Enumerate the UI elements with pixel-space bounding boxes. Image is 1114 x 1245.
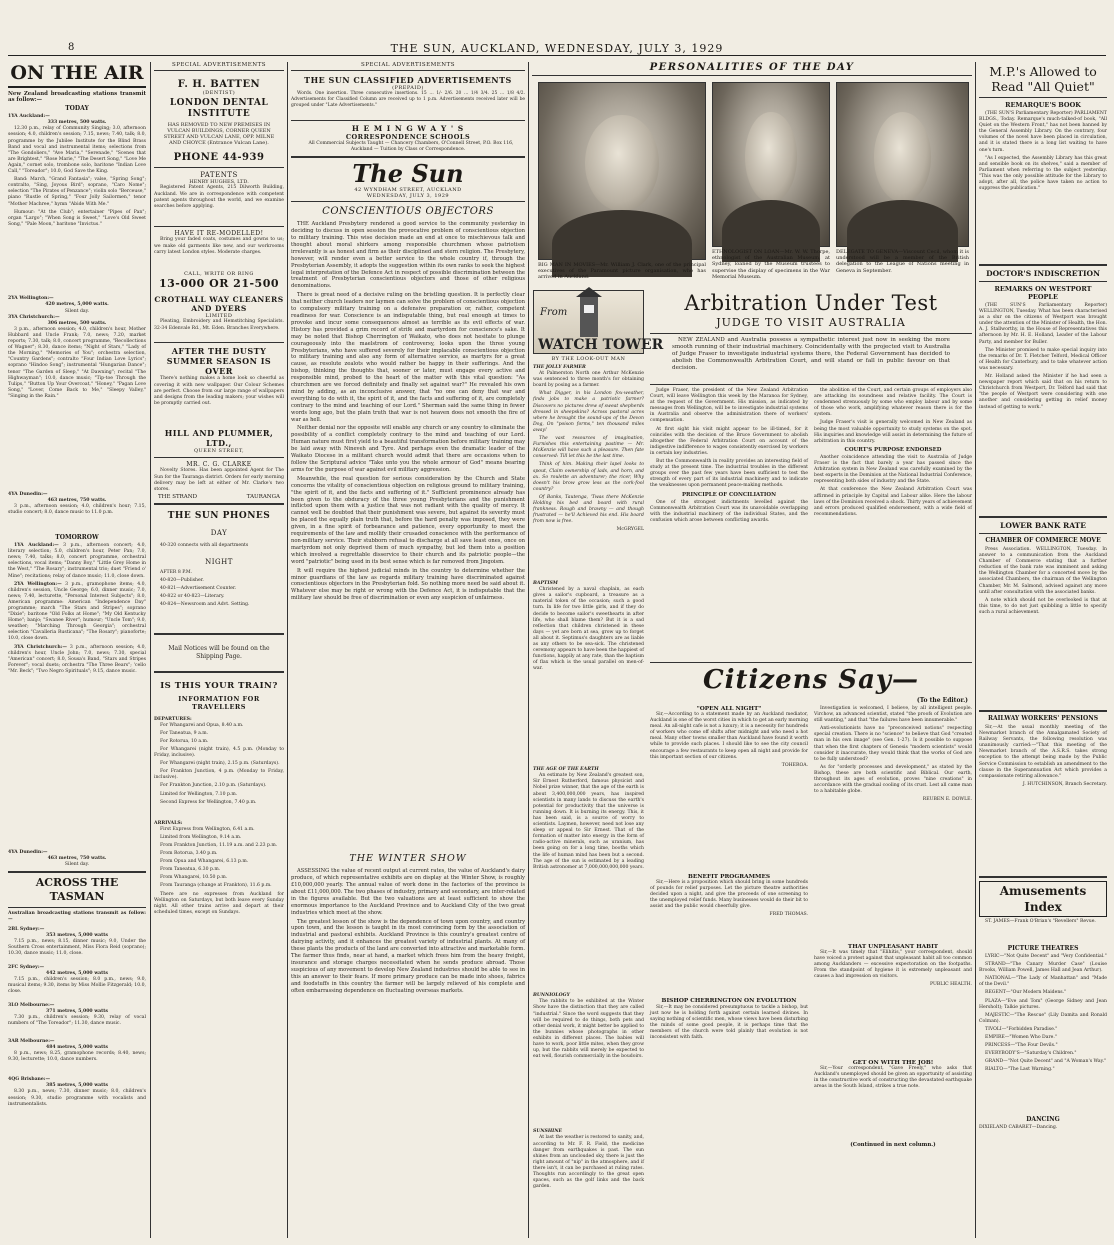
age-head: THE AGE OF THE EARTH bbox=[533, 767, 599, 773]
divider bbox=[291, 120, 525, 121]
classified-head: THE SUN CLASSIFIED ADVERTISEMENTS bbox=[304, 75, 512, 85]
arrivals-head: ARRIVALS: bbox=[154, 820, 183, 826]
caption-thorpe: ETHNOLOGIST ON LOAN—Mr. W. W. Thorpe, ethnologist of the Australian Museum, at Sydney, loaned by the Museum trustees to supervise the display of specimens in the War Memorial Museum. bbox=[712, 249, 830, 280]
remarque-head: REMARQUE'S BOOK bbox=[1005, 101, 1081, 109]
silent-day: Silent day. bbox=[64, 308, 90, 314]
letter-bishop: BISHOP CHERRINGTON ON EVOLUTION bbox=[661, 998, 797, 1004]
station-1ya: 1YA Auckland:— bbox=[8, 114, 50, 120]
arbitration-lead: NEW ZEALAND and Australia possess a sympathetic interest just now in seeking the more smooth running of their industrial machinery. Coincidentally with the projected visit to Australia of Judge Fraser to investigate industrial systems there, the Federal Government has decided to abolish the Commonwealth Arbitration Court, and will stand or fall in public favour on that decision. bbox=[672, 337, 950, 371]
program-3ya: 3 p.m., afternoon session; 4.0, children's hour, Mother Hubbard and Uncle Frank; 7.0, news; 7.20, market reports; 7.30, talk; 8.0, concert programme, "Recollections of Wagner"; 8.30, dance items; "Night of Stars," "Lady of the Morning," "Memories of You"; orchestra selection, "Country Gardens"; contralto "Four Indian Love Lyrics"; soprano "Hindoo Song"; instrumental "Hungarian Dance"; tenor "The Garden of Sleep," "At Dawning"; recital "The Highwayman"; 10.0, dance music; "Tip-toe Through the Tulips," "Button Up Your Overcoat," "Honey," "Pagan Love Song," "Lover, Come Back to Me," "Sleepy Valley," "Singing in the Rain." bbox=[8, 326, 146, 399]
jolly-farmer-body: At Palmerston North one Arthur McKenzie was sentenced to three month's for obtaining board by posing as a farmer. What Digger, in his London fox-weather, finds jobs to make a patriotic farmer? Discovers no pictures drew of sweat shepherds dressed in sheepskins? Across pastoral acres where he brought the sound-ups of the Devon Dog, On "poison forms," ten thousand miles away! The vast resources of imagination, Furnishes this entertaining pastime — Mr. McKenzie will have such a pleasure. Then fate conserved: Till let this be the last time. Think of him. Making their lapel looks to spout, Claim ownership of lads, and horn, and ax. So roulette an adventurer; the ricer, Why doesn't his brow grow less as the cork-fool country? Of Banks, Tautenga, 'Twas there McKenzie Holding his bed and board with rural frankness. Rough and brawny — and though frustrated — he'll Achieved his end. His board from now is free. McGRYGEL bbox=[533, 371, 644, 533]
arbitration-columns bbox=[650, 388, 972, 603]
winter-show-body: ASSESSING the value of recent output at current rates, the value of Auckland's dairy produce, of which representative exhibits are on display at the Winter Show, is roughly £10,000,000 yearly. The annual value of work done in the factories of the province is about £11,000,000. The two phases of industry, primary and secondary, are inter-related in the figures available. But the two valuations are at least sufficient to show the enormous importance to the Auckland Province and to Auckland City of the two great industries which meet at the show. The greatest lesson of the show is the dependence of town upon country, and country upon town, and the lesson is taught in its most convincing form by the association of industrial and pastoral exhibits. Auckland Province is this country's greatest centre of dairying activity, and it enhances the greatest variety of industrial plants. At many of these plants the products of the land are converted into attractive and marketable form. The farmer thus finds, near at hand, a market which frees him from the heavy freight, insurance and storage charges necessitated when he sends produce abroad. Those suspicious of any movement to develop New Zealand industries should be able to see in this an answer to their fears. If more primary produce can be made into shoes, fabrics and foodstuffs in this country the farmer will be largely relieved of his complete and often embarrassing dependence on fluctuating overseas markets. bbox=[291, 868, 525, 994]
remarks-body: (THE SUN'S Parliamentary Reporter) WELLINGTON, Tuesday. What has been characterised as a slur on the citizens of Westport was brought under the attention of the Minister of Health, the Hon. A. J. Stallworthy, in the House of Representatives this afternoon by Mr. H. E. Holland, Leader of the Labour Party, and member for Buller. The Minister promised to make special inquiry into the remarks of Dr. T. Fletcher Telford, Medical Officer of Health for Canterbury, and to take whatever action was necessary. Mr. Holland asked the Minister if he had seen a newspaper report which said that on his return to Christchurch from Westport, Dr. Telford had said that "the people of Westport were considering with one another and considering getting in relief money instead of getting to work." bbox=[979, 303, 1107, 410]
letter-benefit-body: Sir,—Here is a proposition which should bring in some hundreds of pounds for relief purposes. Let the picture theatre authorities decided upon a night, and give the proceeds of one screening to the unemployed relief funds. Many businesses would do their bit to assist and the public would cheerfully give. FRED THOMAS. bbox=[650, 880, 808, 918]
program-tomorrow: 1YA Auckland:— 3 p.m., afternoon concert; 4.0, literary selection; 5.0, children's hour, Peter Pan; 7.0, news; 7.40, talks; 8.0, concert programme, orchestral selections, vocal items; "Danny Boy," "Little Grey Home in the West," "The Rosary"; instrumental trio; duet "Friend o' Mine"; recitations; relay of dance music; 11.0, close down. 2YA Wellington:— 3 p.m., gramophone items; 4.0, children's session, Uncle George; 6.0, dinner music; 7.0, news; 7.40, lecturette, "Personal Interest Subjects"; 8.0, American programme: American "Independence Day" programme; march "The Stars and Stripes"; soprano "Dixie"; baritone "Old Folks at Home"; "My Old Kentucky Home"; banjo; "Swanee River"; humour; "Uncle Tom"; 9.0, weather; "Marching Through Georgia"; orchestral selection "Cavalleria Rusticana"; "The Rosary"; pianoforte; 10.0, close down. 3YA Christchurch:— 3 p.m., afternoon session; 4.0, children's hour, Uncle John; 7.0, news; 7.30, special "American" concert; 8.0, Sousa's Band, "Stars and Stripes Forever"; vocal duets; orchestra "The Three Bears"; 'cello "Mr. Beck"; "Two Negro Spirituals"; 9.15, dance music. bbox=[8, 543, 146, 674]
departures-head: DEPARTURES: bbox=[154, 716, 192, 722]
citizens-say-section bbox=[650, 662, 972, 1148]
sun-phones-night: NIGHT bbox=[205, 557, 233, 566]
column-rule bbox=[528, 62, 529, 1238]
divider bbox=[154, 342, 284, 343]
baptism-body: Christened by a naval chaplain, as each gives a sailor's cupboard, a treasure as a material token of the occasion; such a good turn. In life for two little girls, and if they do decide to become sailor's sweethearts in after life, who shall blame them? But it is a sad reflection that children christened in these days — yet are born at sea, grow up to forget all about it. Septimus's daughters are as liable as any others to be sea-sick. The christened ceremony appears to have been the happiest of functions, happily at any rate, than the baptism of flax which is the usual parallel on men-of-war. bbox=[533, 587, 644, 672]
mps-headline: M.P.'s Allowed to Read "All Quiet" bbox=[989, 64, 1097, 94]
letter-get-on-body: Sir,—Your correspondent, "Gave Freely," who asks that Auckland's unemployed should be given an opportunity of assisting in the constructive work of constructing the devastated earthquake areas in the South Island, strikes a true note. bbox=[814, 1066, 972, 1090]
program-2bl: 7.15 p.m., news; 8.15, dinner music; 9.0, Under the Southern Cross entertainment, Miss Flora Reid (soprano); 10.30, dance music; 11.0, close. bbox=[8, 938, 146, 956]
freq-3ar: 484 metres, 5,000 watts bbox=[46, 1045, 108, 1051]
clarke-body: Novelty Stores. Has been appointed Agent for The Sun for the Tauranga district. Orders for early morning delivery may be left at either of Mr. Clarke's two stores. bbox=[154, 468, 284, 492]
sunshine-body: At last the weather is restored to sanity, and, according to Mr. F. R. Field, the medicine danger from earthquakes is past. The sun shines from an unclouded sky, there is just the right amount of "nip" in the atmosphere, and if there isn't, it can be purchased at ruling rates. Thoughts run accordingly to the great open spaces, such as the golf links and the back garden. bbox=[533, 1135, 644, 1190]
crothall-name: CROTHALL WAY CLEANERS AND DYERS bbox=[154, 295, 284, 314]
masthead bbox=[8, 42, 1106, 56]
letter-get-on: GET ON WITH THE JOB! bbox=[852, 1060, 934, 1066]
sun-date: WEDNESDAY, JULY 3, 1929 bbox=[291, 193, 525, 202]
patents-head: PATENTS bbox=[200, 171, 238, 180]
pictures-list: LYRIC—"Not Quite Decent" and "Very Confidential." STRAND—"The Canary Murder Case" (Louise Brooks, William Powell, James Hall and Jean Arthur). NATIONAL—"The Lady of Manhattan" and "Made of the Devil." REGENT—"Our Modern Maidens." PLAZA—"Eve and Tom" (George Sidney and Jean Hersholt); Talkie pictures. MAJESTIC—"The Rescue" (Lily Damita and Ronald Colman). TIVOLI—"Forbidden Paradise." EMPIRE—"Women Who Dare." PRINCESS—"The Four Devils." EVERYBODY'S—"Saturday's Children." GRAND—"Not Quite Decent" and "A Woman's Way." RIALTO—"The Last Warning." bbox=[979, 954, 1107, 1073]
divider bbox=[154, 226, 284, 227]
batten-sub: (DENTIST) bbox=[202, 90, 236, 96]
crothall-ltd: LIMITED bbox=[205, 313, 233, 320]
photo-ww-thorpe bbox=[712, 82, 830, 247]
arbitration-sub: JUDGE TO VISIT AUSTRALIA bbox=[716, 316, 906, 329]
railway-body: Sir,—At the usual monthly meeting of the Newmarket branch of the Amalgamated Society of Railway Servants, the following resolution was unanimously carried:—"That this meeting of the Newmarket branch of the A.S.R.S. takes strong exception to the attempt being made by the Public Service Commission to establish an amendment to the clause in the Superannuation Act which provides a compassionate retiring allowance." J. HUTCHINSON, Branch Secretary. bbox=[979, 725, 1107, 787]
freq-2ya: 420 metres, 5,000 watts. bbox=[45, 302, 109, 308]
sun-logo: The Sun bbox=[352, 159, 464, 189]
column-rule bbox=[287, 62, 288, 1238]
editorial-column bbox=[291, 62, 525, 1238]
radio-intro: New Zealand broadcasting stations transmit as follow:— bbox=[8, 91, 146, 104]
program-4ya: 3 p.m., afternoon session; 4.0, children's hour; 7.15, studio concert; 8.0, dance music to 11.0 p.m. bbox=[8, 504, 146, 516]
corr-head: CORRESPONDENCE SCHOOLS bbox=[345, 133, 471, 141]
hill-queen: QUEEN STREET, bbox=[193, 448, 245, 455]
svg-text:From: From bbox=[540, 307, 568, 318]
program-3ar: 8 p.m., news; 8.25, gramophone records; 8.40, news; 9.30, lecturette; 10.0, dance numbers. bbox=[8, 1051, 146, 1063]
remodel-head: HAVE IT RE-MODELLED! bbox=[174, 230, 264, 238]
freq-1ya: 333 metres, 500 watts. bbox=[47, 120, 107, 126]
citizens-col-b bbox=[814, 706, 972, 1148]
clarke-location bbox=[158, 494, 280, 500]
special-ads-header: SPECIAL ADVERTISEMENTS bbox=[154, 62, 284, 71]
freq-4qg: 385 metres, 5,000 watts bbox=[46, 1083, 108, 1089]
railway-head: RAILWAY WORKERS' PENSIONS bbox=[987, 715, 1099, 722]
svg-text:WATCH TOWER: WATCH TOWER bbox=[538, 337, 664, 353]
pictures-head: PICTURE THEATRES bbox=[1007, 945, 1079, 952]
remarks-head: REMARKS ON WESTPORT PEOPLE bbox=[994, 285, 1092, 301]
winter-show-headline: THE WINTER SHOW bbox=[349, 853, 467, 865]
letter-open-body: Sir,—According to a statement made by an Auckland mediator, Auckland is one of the worst cities in which to get an early morning meal. An all-night cafe is not a luxury; it is a necessity for hundreds of workers who come off shifts after midnight and who need a hot meal. Many other towns smaller than Auckland have found it worth while to provide such places. I should like to see the city council encourage a few restaurants to keep open all night and provide for this important section of our citizens. TOHEROA. bbox=[650, 712, 809, 768]
divider bbox=[8, 871, 146, 873]
classified-rates: Words. One insertion. Three consecutive insertions. 15 … 1/- 2/6. 20 … 1/4 3/4. 25 … 1/8 4/2. Advertisements for Classified Column are received up to 1 p.m. Advertisements received later will be grouped under "Late Advertisements." bbox=[291, 91, 525, 109]
divider bbox=[154, 671, 284, 673]
sun-phones-day-list: 40-320 connects with all departments bbox=[160, 543, 249, 549]
train-head: IS THIS YOUR TRAIN? bbox=[160, 680, 278, 691]
freq-2fc: 442 metres, 5,000 watts bbox=[46, 970, 108, 976]
personalities-title: PERSONALITIES OF THE DAY bbox=[649, 62, 855, 73]
divider bbox=[979, 876, 1107, 878]
editorial-body: THE Auckland Presbytery rendered a good service to the community yesterday in deciding to discuss in open session the provocative problem of conscientious objection to military training. This wise decision made an end at once to mischievous talk and thought about moral shirkers among responsible churchmen whose patriotism irrelevantly is as honest and firm as their disciplined and stern religion. The Presbytery, however, will render even a better service to the whole country if, through the Presbyterian Assembly, it adopts the suggestion within its own ranks to seek the highest legal interpretation of the Defence Act in respect of possible discrimination between the treatment of Presbyterian conscientious objectors and those of other religious denominations. There is great need of a decisive ruling on the bristling question. It is perfectly clear that neither church leaders nor laymen can solve the problem of conscientious objection to compulsory military training on a defensive preparation or, rather, competent readiness for war. Conscience is an indisputable thing, but real enough at times to provoke and incur some consequences almost as terrible as its evil effects of war. History has provided a grim record of strife and martyrdom for conscience's sake. It may be noted that Bishop Cherrington of Waikato, who does not hesitate to plunge courageously into the maelstrom of controversy, looks upon the three young Presbyterians, who have suffered severely for their implacable conscientious objection to military training and also any form of alternative service, as martyrs for a great cause, as resolute zealots who would rather be happy in their sufferings. And the bishop, thinking the thoughts that, sooner or later, must engage every active and responsible mind, probed to the heart of the matter with this vital question: "As churchmen are we forced definitely and finally set against war?" He revealed his own mind by adding, as an inconclusive answer, that "no one can deny that war and everything to do with it, the spirit of it, and the facts and suffering of it, are completely contrary to the mind and teaching of our Lord." Sherman said the same thing in fewer words long ago, but the plain truth that war is not heaven does not smooth the fire of war as hell. Neither denial nor the opposite will enable any church or any country to eliminate the possibility of a conflict completely contrary to the mind and teaching of our Lord. Human nature must first yield to a beautiful transformation before military training may be laid away with Nineveh and Tyre. And perhaps even the dramatic leader of the Waikato Diocese in a militant church would admit that there are occasions when to follow the Scriptural advice "Take unto you the whole armour of God" means bearing arms for the purpose of war against evil military aggression. Meanwhile, the real question for serious consideration by the Church and State concerns the vitality of conscientious objection on religious ground to military training, "the spirit of it, and the facts and suffering of it." Sufficient prominence already has been given to the obduracy of the three young Presbyterians and the punishment inflicted upon them with a justice that was not radiant with the quality of mercy. It cannot well be doubted that their punishment was severe, but against its severity must be placed the equally plain truth that, before the hard penalty was imposed, they were given, in a fine spirit of forbearance and patience, every opportunity to meet the requirements of the law and mollify their crusaded conscience with the performance of non-military service. Their stubborn refusal to discharge at all save least ones, once on martyrdom not only deprived them of much sympathy, but led them into a position which involved a regrettable disservice to their church and its patriotic people—the word "patriotic" being used in its best sense which is far removed from Jingoism. It will require the highest judicial minds in the country to determine whether the minor guardians of the law as regards military training have discriminated against conscientious objectors in the Presbyterian fold. So nothing more need be said about it. Whatever else may be right or wrong with the Defence Act, it is indisputable that the military law should be free of discrimination or even any suspicion of unfairness. bbox=[291, 221, 525, 602]
hemingway-head: H E M I N G W A Y ' S bbox=[351, 124, 465, 133]
letter-open-all-night: "OPEN ALL NIGHT" bbox=[696, 706, 762, 712]
info-head: INFORMATION FOR TRAVELLERS bbox=[178, 694, 260, 711]
divider bbox=[979, 97, 1107, 98]
corr-body: All Commercial Subjects Taught — Chancery Chambers, O'Connell Street, P.O. Box 116, Auckland — Tuition by Class or Correspondence. bbox=[308, 141, 514, 153]
program-2fc: 7.15 p.m., children's session; 8.0 p.m., news; 9.0, musical items; 9.30, items by Miss Mollie Fitzgerald; 10.0, close. bbox=[8, 976, 146, 995]
arbitration-col-a: Judge Fraser, the president of the New Zealand Arbitration Court, will leave Wellington this week by the Maranoa for Sydney, at the request of the Government. His mission, as indicated by messages from Wellington, will be to investigate industrial systems in Australia and observe the administration there of workers' compensation. At first sight his visit might appear to be ill-timed, for it coincides with the decision of the Bruce Government to abolish altogether the Federal Arbitration Court on account of the indigestive indifference to wages consistently exercised by workers in certain key industries. But the Commonwealth in reality provides an interesting field of study at the present time. The industrial troubles in the different groups over the past few years have been sufficient to test the strength of every part of its industrial machinery and to indicate the weaknesses upon permanent peace-making methods. PRINCIPLE OF CONCILIATION One of the strongest indictments levelled against the Commonwealth Arbitration Court was its unavoidable overlapping with the industrial machinery of the individual States, and the confusion which arose between conflicting awards. bbox=[650, 388, 808, 523]
program-3lo: 7.30 p.m., children's session; 9.30, relay of vocal numbers of "The Toreador"; 11.30, dance music. bbox=[8, 1015, 146, 1027]
continued-note: (Continued in next column.) bbox=[850, 1142, 936, 1148]
station-2fc: 2FC Sydney:— bbox=[8, 964, 45, 970]
dusty-body: There's nothing makes a home look so cheerful as covering it with new wallpaper. Our Colour Schemes are perfect. Choose from our large range of wallpapers and designs from the leading makers; your wishes will be promptly carried out. bbox=[154, 376, 284, 406]
special-ads-header-2: SPECIAL ADVERTISEMENTS bbox=[291, 62, 525, 71]
column-rule bbox=[975, 62, 976, 1238]
station-3lo: 3LO Melbourne:— bbox=[8, 1002, 55, 1008]
station-4ya-tomorrow: 4YA Dunedin:— bbox=[8, 850, 48, 856]
photo-viscount-cecil bbox=[836, 82, 969, 247]
letter-benefit: BENEFIT PROGRAMMES bbox=[687, 874, 771, 880]
bank-head: LOWER BANK RATE bbox=[1000, 521, 1086, 530]
program-4qg: 8.30 p.m., news; 7.30, dinner music; 8.0, children's session; 9.30, studio programme with vocalists and instrumentalists. bbox=[8, 1089, 146, 1107]
station-2ya: 2YA Wellington:— bbox=[8, 296, 54, 302]
citizens-headline: Citizens Say— bbox=[702, 665, 920, 695]
mail-notice: Mail Notices will be found on the Shipping Page. bbox=[168, 644, 270, 660]
personalities-banner bbox=[532, 62, 972, 76]
chamber-head: CHAMBER OF COMMERCE MOVE bbox=[985, 537, 1101, 544]
tomorrow-label: TOMORROW bbox=[55, 534, 99, 542]
watch-byline: BY THE LOOK-OUT MAN bbox=[551, 356, 626, 362]
callring: CALL, WRITE OR RING bbox=[184, 271, 254, 278]
station-4qg: 4QG Brisbane:— bbox=[8, 1077, 51, 1083]
station-3ar: 3AR Melbourne:— bbox=[8, 1039, 55, 1045]
letter-bishop-body: Sir,—It may be considered presumptuous to tackle a bishop, but just now he is holding forth against certain learned divines. In saying nothing of scientific men, whose views have been disturbing the minds of some good people, it is perhaps time that the members of the church were told plainly that evolution is not inconsistent with faith. bbox=[650, 1005, 808, 1041]
sun-phones-day: DAY bbox=[210, 529, 228, 538]
divider bbox=[979, 516, 1107, 518]
classified-prepaid: (PREPAID) bbox=[392, 85, 424, 91]
page-number: 8 bbox=[68, 42, 75, 53]
masthead-title: THE SUN, AUCKLAND, WEDNESDAY, JULY 3, 1929 bbox=[390, 42, 724, 55]
amusements-intro: ST. JAMES—Frank O'Brian's "Revellers" Revue. bbox=[985, 919, 1096, 924]
bunnies-head: BUNNIOLOGY bbox=[533, 993, 570, 999]
batten-body: HAS REMOVED TO NEW PREMISES IN VULCAN BUILDINGS, CORNER QUEEN STREET AND VULCAN LANE, OPP. MILNE AND CHOYCE (Entrance Vulcan Lane). bbox=[163, 122, 275, 147]
hill-plummer: HILL AND PLUMMER, LTD., bbox=[164, 428, 274, 449]
divider bbox=[979, 533, 1107, 534]
divider bbox=[154, 457, 284, 458]
age-body: An estimate by New Zealand's greatest son, Sir Ernest Rutherford, famous physicist and Nobel prize winner, that the age of the earth is about 3,400,000,000 years, has inspired scientists in many lands to discuss the earth's potential for productivity that the universe is running down. It is burning its energy. This, it has been said, is a source of worry to scientists. Laymen, however, need not lose any sleep or appeal to Sir Ernest. That of the formation of matter into energy in the form of radio-active minerals, such as uranium, has been going on for a long time, booths which the life of human mind has been but a second. The age of the sun is estimated by a leading British astronomer at 7,000,000,000,000 years. bbox=[533, 773, 644, 870]
freq-2bl: 353 metres, 5,000 watts bbox=[46, 932, 108, 938]
letter-habit-body: Sir,—It was timely that "Elihitis," your correspondent, should have voiced a protest against that unpleasant habit all too common among Aucklanders — excessive expectoration on the footpaths. From the standpoint of hygiene it is extremely unpleasant and causes a bad impression on visitors. PUBLIC HEALTH. bbox=[814, 950, 972, 988]
phone-numbers: 13-000 OR 21-500 bbox=[158, 277, 280, 291]
tauranga-label: TAURANGA bbox=[246, 494, 280, 501]
batten-institute: LONDON DENTAL INSTITUTE bbox=[169, 98, 269, 119]
caption-clark: BIG MAN IN MOVIES—Mr. William J. Clark, one of the principal executives of the Paramount picture organisation, who has arrived in Auckland. bbox=[538, 262, 706, 281]
divider bbox=[8, 907, 146, 908]
chamber-body: Press Association. WELLINGTON, Tuesday. In answer to a communication from the Auckland Chamber of Commerce stating that a further reduction of the bank rate was imminent and asking the Wellington Chamber for a concerted move by the associated Chambers, the chairman of the Wellington Chamber, Mr. M. Salmond, advised against any move until after consultation with the associated banks. A note which should not be overlooked is that at this time, to do not just quibbling a little to specify such a rural achievement. bbox=[979, 547, 1107, 615]
program-1ya: 12.30 p.m., relay of Community Singing; 3.0, afternoon session; 4.0, children's session; 7.15, news; 7.40, talk; 8.0, programme by the Jubilee Institute for the Blind Brass Band and vocal and instrumental items; selections from "The Gondoliers," "Ave Maria," "Serenade," "Scenes that are Brightest," "Rose Marie," "The Desert Song," "Love Me Again," cornet solo, trombone solo, baritone "Indian Love Call," "Toreador"; 10.0, God Save the King. Band: March, "Grand Fantasia"; valse, "Spring Song"; contralto, "Sing, Joyous Bird"; soprano, "Caro Nome"; selection "The Pirates of Penzance"; violin solo "Berceuse," piano "Rustle of Spring," "Four Jolly Sailormen," tenor "Mother Machree," hymn "Abide With Me." Humour: "At the Club"; entertainer "Pipes of Pan"; organ "Largo"; "When Song is Sweet," "Love's Old Sweet Song," "Pale Moon," baritone "Invictus." bbox=[8, 126, 146, 227]
divider bbox=[154, 633, 284, 635]
batten-phone: PHONE 44-939 bbox=[173, 152, 265, 164]
citizens-col-a bbox=[650, 706, 808, 1148]
caption-cecil: DELEGATE TO GENEVA—Viscount Cecil, whom it is understood will be a member of the British delegation to the League of Nations meeting in Geneva in September. bbox=[836, 249, 969, 274]
baptism-head: BAPTISM bbox=[533, 581, 558, 587]
right-column bbox=[979, 62, 1107, 1238]
principle-head: PRINCIPLE OF CONCILIATION bbox=[681, 491, 777, 498]
column-rule bbox=[150, 62, 151, 1238]
photo-william-clark bbox=[538, 82, 706, 260]
amusements-head: Amusements Index bbox=[979, 881, 1107, 917]
sun-phones-head: THE SUN PHONES bbox=[167, 511, 271, 522]
divider bbox=[979, 710, 1107, 712]
station-3ya: 3YA Christchurch:— bbox=[8, 314, 60, 320]
sun-address: 42 WYNDHAM STREET, AUCKLAND bbox=[354, 187, 462, 194]
divider bbox=[291, 156, 525, 158]
dusty-head: AFTER THE DUSTY SUMMER SEASON IS OVER bbox=[166, 346, 272, 377]
crothall-body: Pleating, Embroidery and Hemstitching Specialists. 32-34 Edenvale Rd., Mt. Eden. Branches Everywhere. bbox=[154, 319, 284, 331]
arrivals-list: First Express from Wellington, 6.41 a.m. Limited from Wellington, 9.14 a.m. From Frankton Junction, 11.19 a.m. and 2.23 p.m. From Rotorua, 3.40 p.m. From Opua and Whangarei, 6.13 p.m. From Taneatua, 6.30 p.m. From Whangarei, 10.50 p.m. From Tauranga (change at Frankton), 11.6 p.m. There are no expresses from Auckland for Wellington on Saturdays, but both leave every Sunday night. All other trains arrive and depart at their scheduled times, except on Sundays. bbox=[154, 826, 284, 915]
arbitration-headline: Arbitration Under Test bbox=[684, 291, 938, 315]
divider bbox=[979, 264, 1107, 266]
arbitration-col-b: the abolition of the Court, and certain groups of employers also are attacking its soundness and relative facility. The Court is condemned strenuously by some who employ labour and by some of those who work, amplifying whatever reason there is for the system. Judge Fraser's visit is generally welcomed in New Zealand as being the most valuable opportunity to study systems on the spot. His inquiries and knowledge will assist in determining the future of arbitration in this country. COURT'S PURPOSE ENDORSED Another coincidence attending the visit to Australia of Judge Fraser is the fact that barely a year has passed since the Arbitration system in New Zealand was carefully examined by the best experts in the Dominion at the National Industrial Conference, representing both sides of industry and the State. At that conference the New Zealand Arbitration Court was affirmed in principle by Capital and Labour alike. Here the labour laws of the Dominion received a shock. Thirty years of achievement and errors produced qualified endorsement, with a wide field of recommendations. bbox=[814, 388, 972, 517]
jolly-farmer-head: THE JOLLY FARMER bbox=[533, 365, 586, 370]
adverts-column bbox=[154, 62, 284, 1238]
freq-3ya: 306 metres, 500 watts. bbox=[47, 320, 107, 326]
watch-tower-logo bbox=[533, 290, 664, 354]
letter-habit: THAT UNPLEASANT HABIT bbox=[847, 944, 939, 950]
batten-name: F. H. BATTEN bbox=[177, 79, 261, 90]
divider bbox=[979, 281, 1107, 282]
editorial-headline: CONSCIENTIOUS OBJECTORS bbox=[322, 206, 494, 218]
to-editor: (To the Editor.) bbox=[916, 697, 968, 704]
sun-phones-night-list: AFTER 8 P.M. 40-820—Publisher. 40-821—Advertisement Counter. 40-822 or 40-823—Literary. 40-824—Newsroom and Advt. Setting. bbox=[160, 569, 250, 607]
doctor-head: DOCTOR'S INDISCRETION bbox=[986, 269, 1100, 278]
citizens-columns bbox=[650, 706, 972, 1148]
watch-tower-column bbox=[533, 290, 664, 1238]
station-4ya: 4YA Dunedin:— bbox=[8, 491, 48, 497]
silent-day-4ya: Silent day. bbox=[64, 862, 90, 868]
on-the-air-headline: ON THE AIR bbox=[8, 62, 146, 88]
remarque-body: (THE SUN'S Parliamentary Reporter) PARLIAMENT BLDGS., Today. Remarque's much-talked-of book, "All Quiet on the Western Front," has not been banned by the General Assembly Library. On the contrary, four volumes of the novel have been placed in circulation, and it is stated there is a long list waiting to have one's turn. "As I expected, the Assembly Library has this great and sensible book on its shelves," said a member of Parliament when referring to the subject yesterday. "This was the only possible attitude for the Library to adopt, after all, the police have taken no action to suppress the publication." bbox=[979, 111, 1107, 192]
divider bbox=[650, 333, 972, 334]
today-label: TODAY bbox=[65, 105, 89, 113]
freq-4ya: 463 metres, 750 watts. bbox=[47, 497, 107, 503]
patents-name: HENRY HUGHES, LTD. bbox=[189, 179, 249, 186]
bunnies-body: The rabbits to be exhibited at the Winter Show have the distinction that they are called "industrial." Since the word suggests that they will be required to do things, both pets and other denial work, it might better be applied to the bunnies whose photographs in other exhibits in different places. The babies will have to work, poor little mites, when they grow up, but the rabbits will merely be expected to eat well, flourish commercially in the boudoirs. bbox=[533, 999, 644, 1060]
across-tasman-headline: ACROSS THE TASMAN bbox=[35, 876, 119, 904]
dancing-head: DANCING bbox=[1026, 1116, 1060, 1123]
departures-list: For Whangarei and Opua, 8.40 a.m. For Taneatua, 9 a.m. For Rotorua, 10 a.m. For Whangarei (night train), 4.5 p.m. (Monday to Friday, inclusive). For Whangarei (night train), 2.15 p.m. (Saturdays). For Frankton Junction, 4 p.m. (Monday to Friday, inclusive). For Frankton Junction, 2.10 p.m. (Saturdays). Limited for Wellington, 7.10 p.m. Second Express for Wellington, 7.40 p.m. bbox=[154, 722, 284, 805]
across-intro: Australian broadcasting stations transmit as follow:— bbox=[8, 911, 146, 923]
divider bbox=[650, 384, 972, 385]
strand-label: THE STRAND bbox=[158, 494, 197, 501]
divider bbox=[154, 167, 284, 168]
remodel-body: Bring your faded coats, costumes and gowns to us; we make old garments like new, and our workrooms carry latest London styles. Moderate charges. bbox=[154, 237, 284, 255]
clarke-name: MR. C. G. CLARKE bbox=[186, 461, 252, 469]
freq-4ya-tomorrow: 463 metres, 750 watts. bbox=[47, 856, 107, 862]
court-head: COURT'S PURPOSE ENDORSED bbox=[844, 446, 942, 453]
radio-column bbox=[8, 62, 146, 1238]
divider bbox=[154, 503, 284, 505]
patents-body: Registered Patent Agents, 215 Dilworth Building, Auckland. We are in correspondence with competent patent agents throughout the world, and we examine searches before applying. bbox=[154, 185, 284, 209]
letter-col-b-top: Investigation is welcomed, I believe, by all intelligent people. Virchow, an advanced scientist, stated "the proofs of Evolution are still wanting," and that "the failures have been innumerable." Anti-evolutionists have no "preconceived notions" respecting special creation. There is no "science" to believe that God "created man in his own image" (see Gen. 1-27). Is it possible to suppose that when the first chapters of Genesis "modern scientists" would consider it inaccurate, they would think that the works of God are to be fully understood? As for "orderly processes and development," as stated by the Bishop, these are both scientific and Biblical. Our earth, throughout its ages of evolution, proves "nine creations" in accordance with the gradual cooling of its crust. Lest all came man to a habitable globe. REUBEN E. DOWLE. bbox=[814, 706, 972, 803]
dancing-cabaret: DIXIELAND CABARET—Dancing. bbox=[979, 1125, 1058, 1130]
freq-3lo: 371 metres, 5,000 watts bbox=[46, 1008, 108, 1014]
station-2bl: 2BL Sydney:— bbox=[8, 926, 45, 932]
sunshine-head: SUNSHINE bbox=[533, 1129, 563, 1135]
arbitration-article bbox=[650, 290, 972, 603]
